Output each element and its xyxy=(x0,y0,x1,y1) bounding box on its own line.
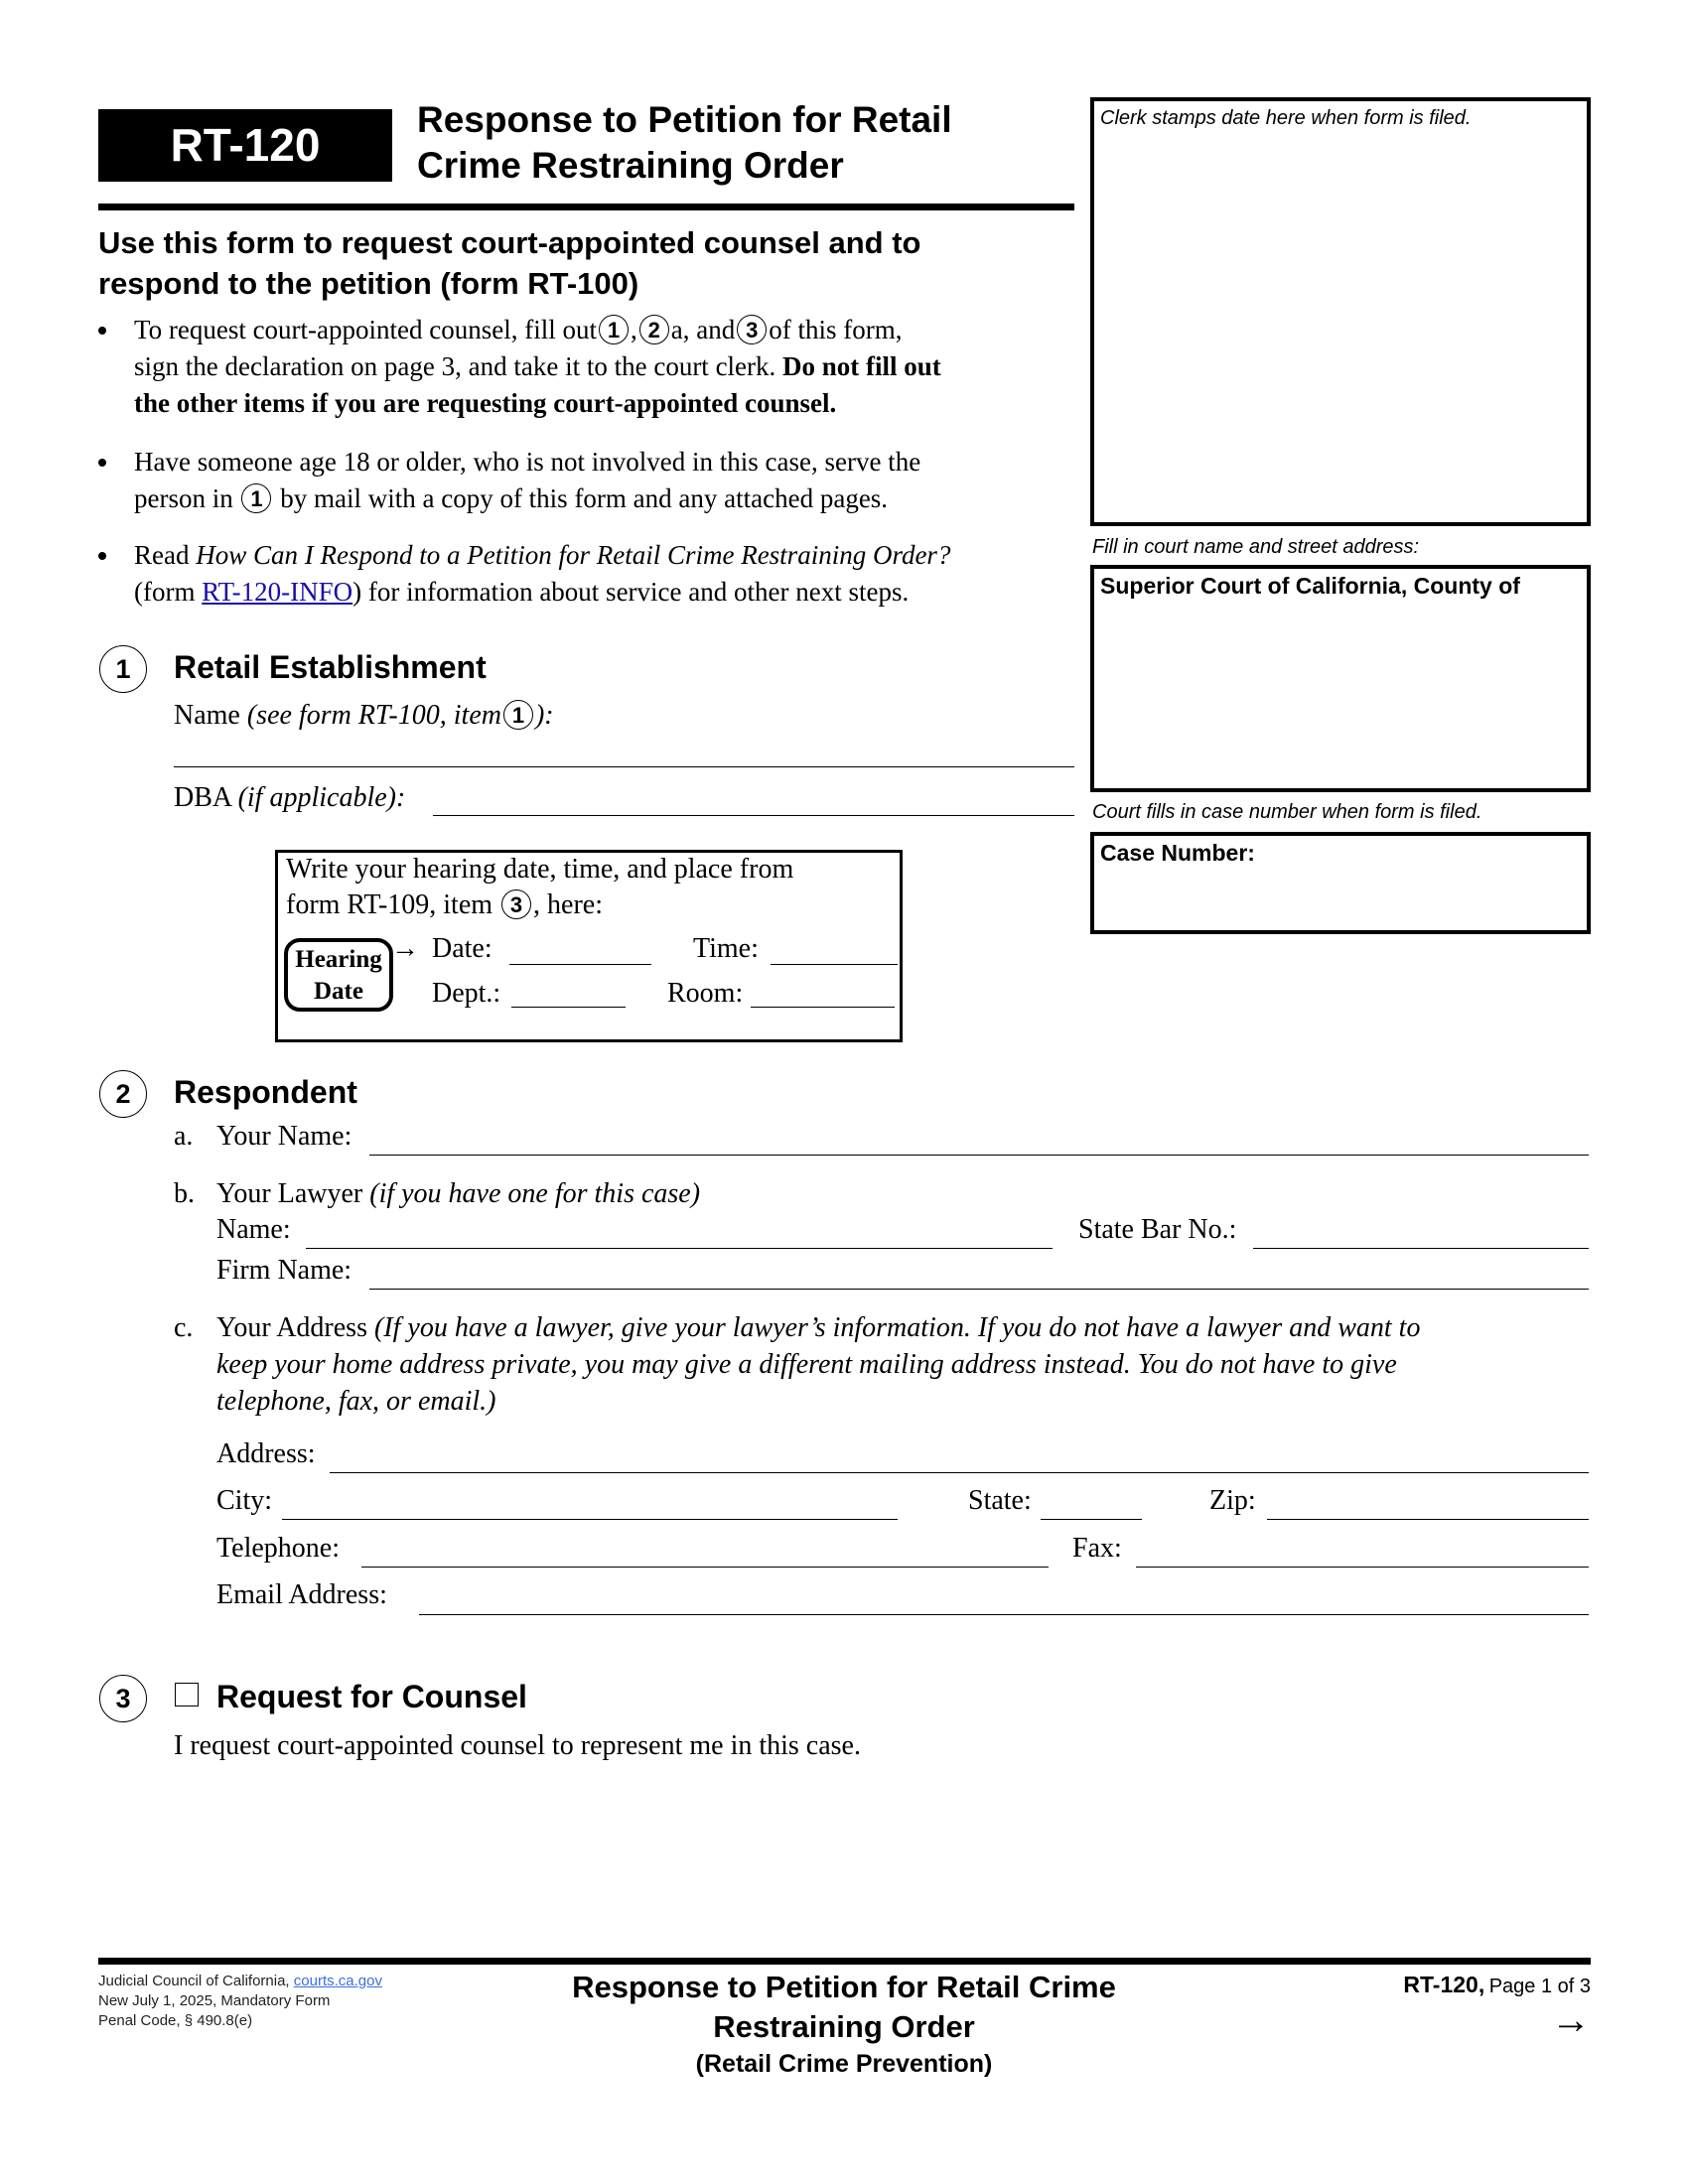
subtitle-line-1: Use this form to request court-appointed counsel and to xyxy=(98,225,921,260)
telephone-label: Telephone: xyxy=(216,1533,340,1564)
address-label: Address: xyxy=(216,1438,316,1469)
footer-form-title: Response to Petition for Retail Crime Restraining Order (Retail Crime Prevention) xyxy=(572,1970,1116,2078)
section-3-number-icon: 3 xyxy=(99,1675,147,1722)
page-title xyxy=(417,97,1053,189)
item-3-circle-icon: 3 xyxy=(737,315,767,344)
establishment-name-label: Name (see form RT-100, item 1 ): xyxy=(174,700,554,731)
lawyer-name-label: Name: xyxy=(216,1214,291,1245)
hearing-instruction-line-2: form RT-109, item 3 , here: xyxy=(286,889,604,920)
your-address-heading: Your Address (If you have a lawyer, give your lawyer’s information. If you do not have a lawyer and want to keep your home address private, you may give a different mailing address instead. You do not have to give telephone, fax, or email.) xyxy=(216,1312,1421,1417)
state-bar-input[interactable] xyxy=(1253,1248,1589,1249)
section-2-number-icon: 2 xyxy=(99,1070,147,1118)
form-subtitle xyxy=(98,222,1081,304)
header-divider xyxy=(98,204,1074,210)
section-1-title: Retail Establishment xyxy=(174,649,487,685)
fax-label: Fax: xyxy=(1072,1533,1122,1564)
hearing-time-input[interactable] xyxy=(771,964,898,965)
state-label: State: xyxy=(968,1485,1032,1516)
state-input[interactable] xyxy=(1041,1519,1142,1520)
lawyer-name-input[interactable] xyxy=(306,1248,1053,1249)
clerk-stamp-box: Clerk stamps date here when form is filed. xyxy=(1090,97,1591,526)
footer-page-info: RT-120, Page 1 of 3 → xyxy=(1291,1972,1591,2042)
zip-input[interactable] xyxy=(1267,1519,1589,1520)
your-name-input[interactable] xyxy=(369,1155,1589,1156)
your-lawyer-label: Your Lawyer (if you have one for this case) xyxy=(216,1178,701,1209)
firm-name-input[interactable] xyxy=(369,1289,1589,1290)
section-3-title: Request for Counsel xyxy=(216,1679,527,1714)
request-counsel-statement: I request court-appointed counsel to represent me in this case. xyxy=(174,1730,861,1761)
bullet-icon xyxy=(98,459,106,467)
title-line-1: Response to Petition for Retail xyxy=(417,99,952,140)
hearing-dept-input[interactable] xyxy=(511,1007,626,1008)
establishment-name-input[interactable] xyxy=(174,766,1074,767)
item-1-circle-icon: 1 xyxy=(241,483,271,513)
email-input[interactable] xyxy=(419,1614,1589,1615)
arrow-right-icon: → xyxy=(391,933,419,964)
hearing-time-label: Time: xyxy=(693,933,759,964)
item-c-marker: c. xyxy=(174,1312,194,1343)
item-1-circle-icon: 1 xyxy=(599,315,629,344)
hearing-date-tag: Hearing Date xyxy=(284,938,393,1012)
bullet-icon xyxy=(98,552,106,560)
dba-label: DBA (if applicable): xyxy=(174,782,406,813)
footer-divider xyxy=(98,1958,1591,1965)
case-number-caption: Court fills in case number when form is filed. xyxy=(1092,801,1482,823)
request-counsel-checkbox[interactable] xyxy=(175,1683,199,1706)
bullet-icon xyxy=(98,327,106,335)
email-label: Email Address: xyxy=(216,1579,387,1610)
item-2-circle-icon: 2 xyxy=(639,315,669,344)
section-2-title: Respondent xyxy=(174,1074,357,1110)
court-caption: Fill in court name and street address: xyxy=(1092,536,1420,558)
case-number-field: Case Number: xyxy=(1090,832,1591,934)
rt-120-info-link[interactable]: RT-120-INFO xyxy=(202,577,353,607)
hearing-info-box xyxy=(275,850,903,1042)
item-a-marker: a. xyxy=(174,1121,194,1152)
instructions-list: To request court-appointed counsel, fill out 1 , 2 a, and 3 of this form, sign the declaration on page 3, and take it to the court clerk. Do not fill out the other items if you are requesting court-appointed counsel. Have someone age 18 or older, who is not involved in this case, serve the person in 1 by mail with a copy of this form and any attached pages. Read How Can I Respond to a Petition for Retail Crime Restraining Order? (form RT-120-INFO) for information about service and other next steps. xyxy=(98,312,1081,610)
item-3-circle-icon: 3 xyxy=(501,889,531,919)
telephone-input[interactable] xyxy=(361,1567,1049,1568)
zip-label: Zip: xyxy=(1209,1485,1256,1516)
city-input[interactable] xyxy=(282,1519,898,1520)
title-line-2: Crime Restraining Order xyxy=(417,145,844,186)
fax-input[interactable] xyxy=(1136,1567,1589,1568)
next-page-arrow-icon: → xyxy=(1551,1998,1591,2042)
form-id-badge: RT-120 xyxy=(98,109,392,182)
hearing-date-input[interactable] xyxy=(509,964,651,965)
courts-ca-gov-link[interactable]: courts.ca.gov xyxy=(293,1973,382,1989)
item-b-marker: b. xyxy=(174,1178,195,1209)
section-1-number-icon: 1 xyxy=(99,645,147,693)
hearing-room-input[interactable] xyxy=(751,1007,895,1008)
firm-name-label: Firm Name: xyxy=(216,1255,352,1286)
subtitle-line-2: respond to the petition (form RT-100) xyxy=(98,266,639,301)
court-name-field[interactable]: Superior Court of California, County of xyxy=(1090,565,1591,792)
footer-left-info: Judicial Council of California, courts.ca.gov New July 1, 2025, Mandatory Form Penal Code, § 490.8(e) xyxy=(98,1973,382,2029)
your-name-label: Your Name: xyxy=(216,1121,352,1152)
address-input[interactable] xyxy=(330,1472,1589,1473)
hearing-date-label: Date: xyxy=(432,933,492,964)
hearing-dept-label: Dept.: xyxy=(432,978,501,1009)
item-1-circle-icon: 1 xyxy=(503,700,533,730)
state-bar-label: State Bar No.: xyxy=(1078,1214,1237,1245)
hearing-instruction-line-1: Write your hearing date, time, and place from xyxy=(286,854,794,885)
city-label: City: xyxy=(216,1485,273,1516)
hearing-room-label: Room: xyxy=(667,978,744,1009)
dba-input[interactable] xyxy=(433,815,1074,816)
